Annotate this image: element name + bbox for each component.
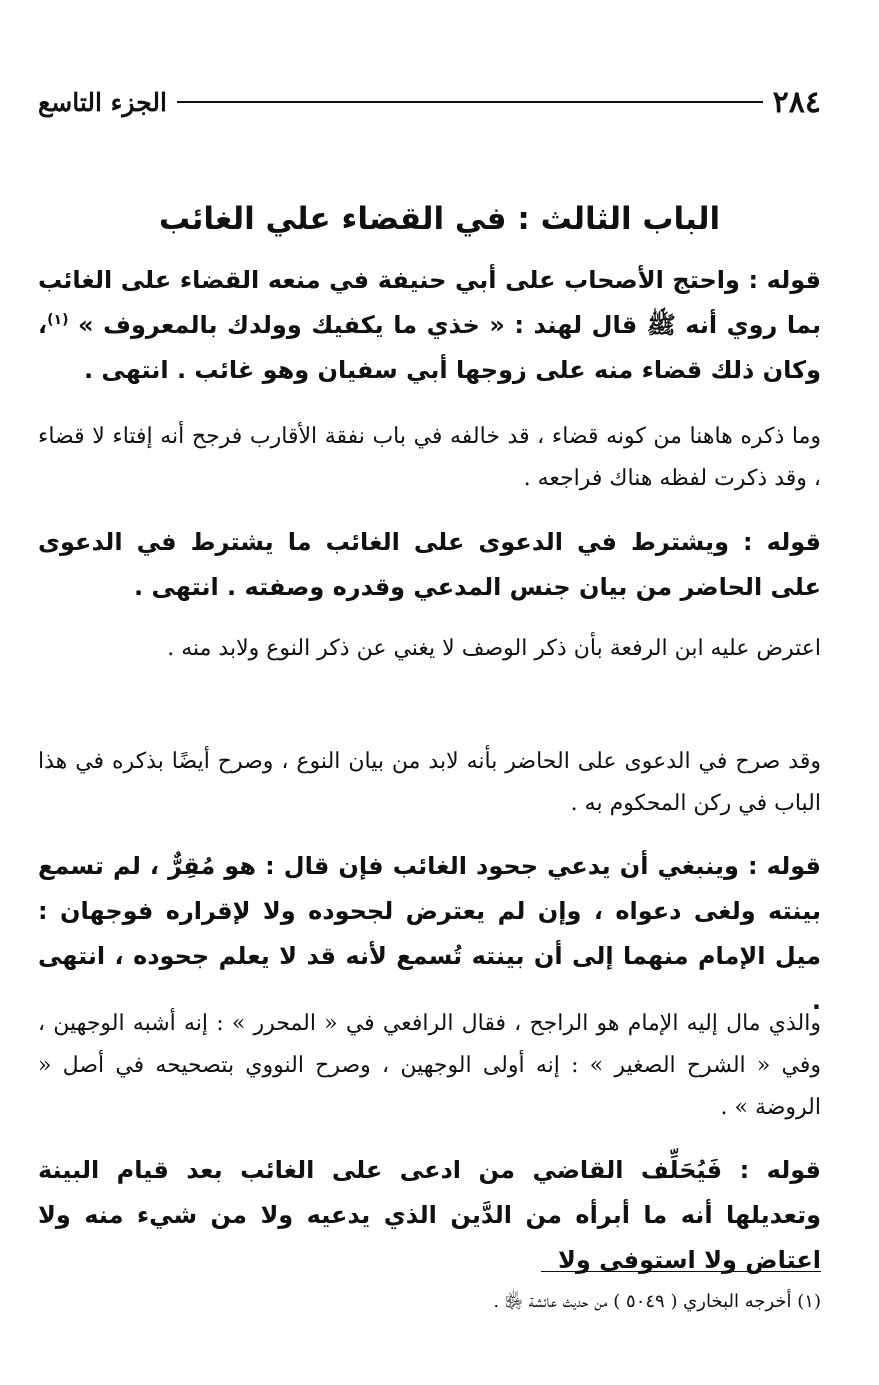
footnote-rule [541, 1271, 821, 1272]
quote-paragraph-1 [38, 258, 821, 393]
chapter-title: الباب الثالث : في القضاء علي الغائب [158, 201, 721, 237]
footnote-reference[interactable]: (١) [47, 312, 69, 328]
comment-paragraph-2: اعترض عليه ابن الرفعة بأن ذكر الوصف لا يغني عن ذكر النوع ولابد منه . [167, 636, 821, 661]
quote-paragraph-2: قوله : ويشترط في الدعوى على الغائب ما يشترط في الدعوى على الحاضر من بيان جنس المدعي وقدره وصفته . انتهى . [38, 528, 821, 601]
quote-text-before-ref: قوله : واحتج الأصحاب على أبي حنيفة في منعه القضاء على الغائب بما روي أنه ﷺ قال لهند : « خذي ما يكفيك وولدك بالمعروف » [38, 266, 821, 339]
quote-paragraph-3: قوله : وينبغي أن يدعي جحود الغائب فإن قال : هو مُقِرٌّ ، لم تسمع بينته ولغى دعواه ، وإن لم يعترض لجحوده ولا لإقراره فوجهان : ميل الإمام منهما إلى أن بينته تُسمع لأنه قد لا يعلم جحوده ، انتهى . [38, 852, 821, 1015]
comment-paragraph-3: وقد صرح في الدعوى على الحاضر بأنه لابد من بيان النوع ، وصرح أيضًا بذكره في هذا الباب في ركن المحكوم به . [38, 749, 821, 816]
quote-text-after-ref: ، وكان ذلك قضاء منه على زوجها أبي سفيان وهو غائب . انتهى . [38, 311, 821, 384]
running-title: الجزء التاسع [38, 87, 167, 117]
comment-paragraph-4: والذي مال إليه الإمام هو الراجح ، فقال الرافعي في « المحرر » : إنه أشبه الوجهين ، وفي « الشرح الصغير » : إنه أولى الوجهين ، وصرح النووي بتصحيحه في أصل « الروضة » . [38, 1011, 821, 1120]
quote-paragraph-4: قوله : فَيُحَلِّف القاضي من ادعى على الغائب بعد قيام البينة وتعديلها أنه ما أبرأه من الدَّين الذي يدعيه ولا من شيء منه ولا اعتاض ولا استوفى ولا [38, 1156, 821, 1274]
footnote: (١) أخرجه البخاري ( ٥٠٤٩ ) من حديث عائشة ﵂ . [493, 1291, 821, 1312]
header-rule [177, 101, 763, 103]
running-header [38, 80, 821, 124]
page-number: ٢٨٤ [772, 84, 821, 120]
comment-paragraph-1: وما ذكره هاهنا من كونه قضاء ، قد خالفه في باب نفقة الأقارب فرجح أنه إفتاء لا قضاء ، وقد ذكرت لفظه هناك فراجعه . [38, 424, 821, 491]
